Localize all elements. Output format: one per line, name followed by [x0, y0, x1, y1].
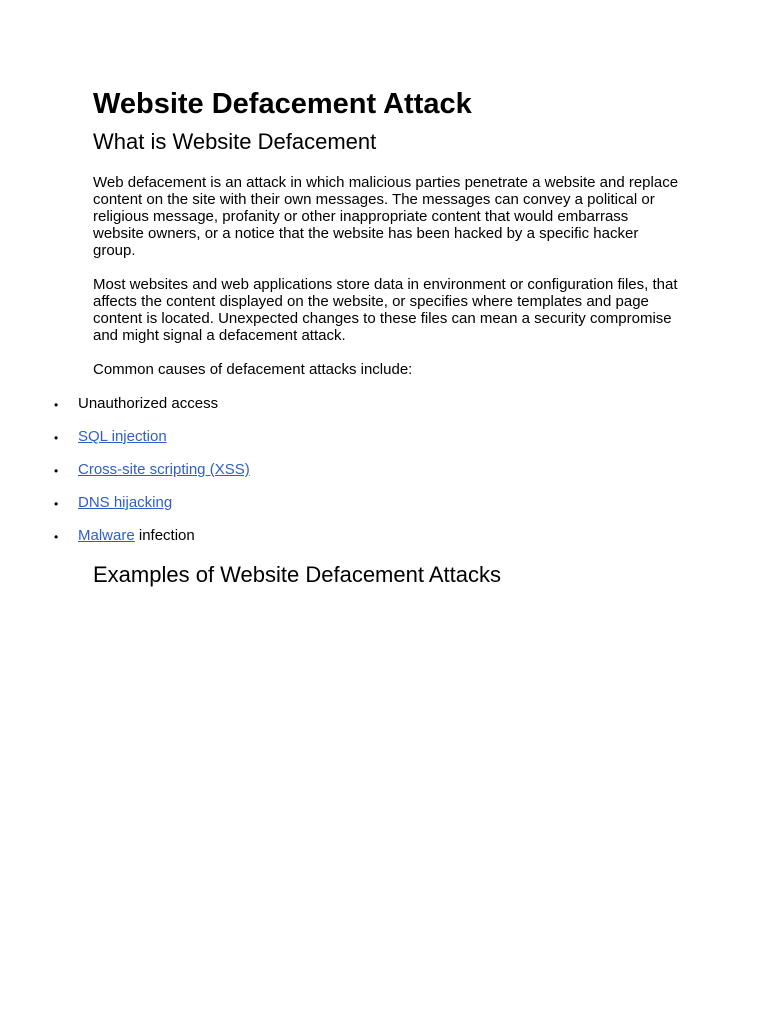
document-title: Website Defacement Attack: [93, 88, 472, 120]
bullet-icon: •: [54, 464, 59, 478]
list-item-dns-hijacking: [0, 493, 768, 526]
bullet-icon: •: [54, 530, 59, 544]
sql-injection-link[interactable]: SQL injection: [78, 428, 167, 445]
paragraph-common-causes-intro: Common causes of defacement attacks include:: [93, 361, 413, 378]
cause-text-unauthorized-access: Unauthorized access: [78, 395, 219, 412]
cross-site-scripting-link[interactable]: Cross-site scripting (XSS): [78, 461, 250, 478]
paragraph-definition: Web defacement is an attack in which malicious parties penetrate a website and replace content on the site with their own messages. The messages can convey a political or religious message, profanity or other inappropriate content that would embarrass website owners, or a notice that the website has been hacked by a specific hacker group.: [93, 174, 679, 259]
bullet-icon: •: [54, 431, 59, 445]
list-item-sql-injection: [0, 427, 768, 460]
list-item-malware-infection: [0, 526, 768, 559]
dns-hijacking-link[interactable]: DNS hijacking: [78, 494, 173, 511]
causes-list: [0, 394, 768, 559]
section-heading-examples: Examples of Website Defacement Attacks: [93, 562, 501, 587]
cause-suffix-infection: infection: [134, 527, 195, 544]
list-item-xss: [0, 460, 768, 493]
list-item-unauthorized-access: [0, 394, 768, 427]
paragraph-config-files: Most websites and web applications store data in environment or configuration files, that affects the content displayed on the website, or specifies where templates and page content is located. Unexpected changes to these files can mean a security compromise and might signal a defacement attack.: [93, 276, 678, 344]
bullet-icon: •: [54, 497, 59, 511]
section-heading-what-is: What is Website Defacement: [93, 129, 377, 154]
malware-link[interactable]: Malware: [78, 527, 135, 544]
bullet-icon: •: [54, 398, 59, 412]
